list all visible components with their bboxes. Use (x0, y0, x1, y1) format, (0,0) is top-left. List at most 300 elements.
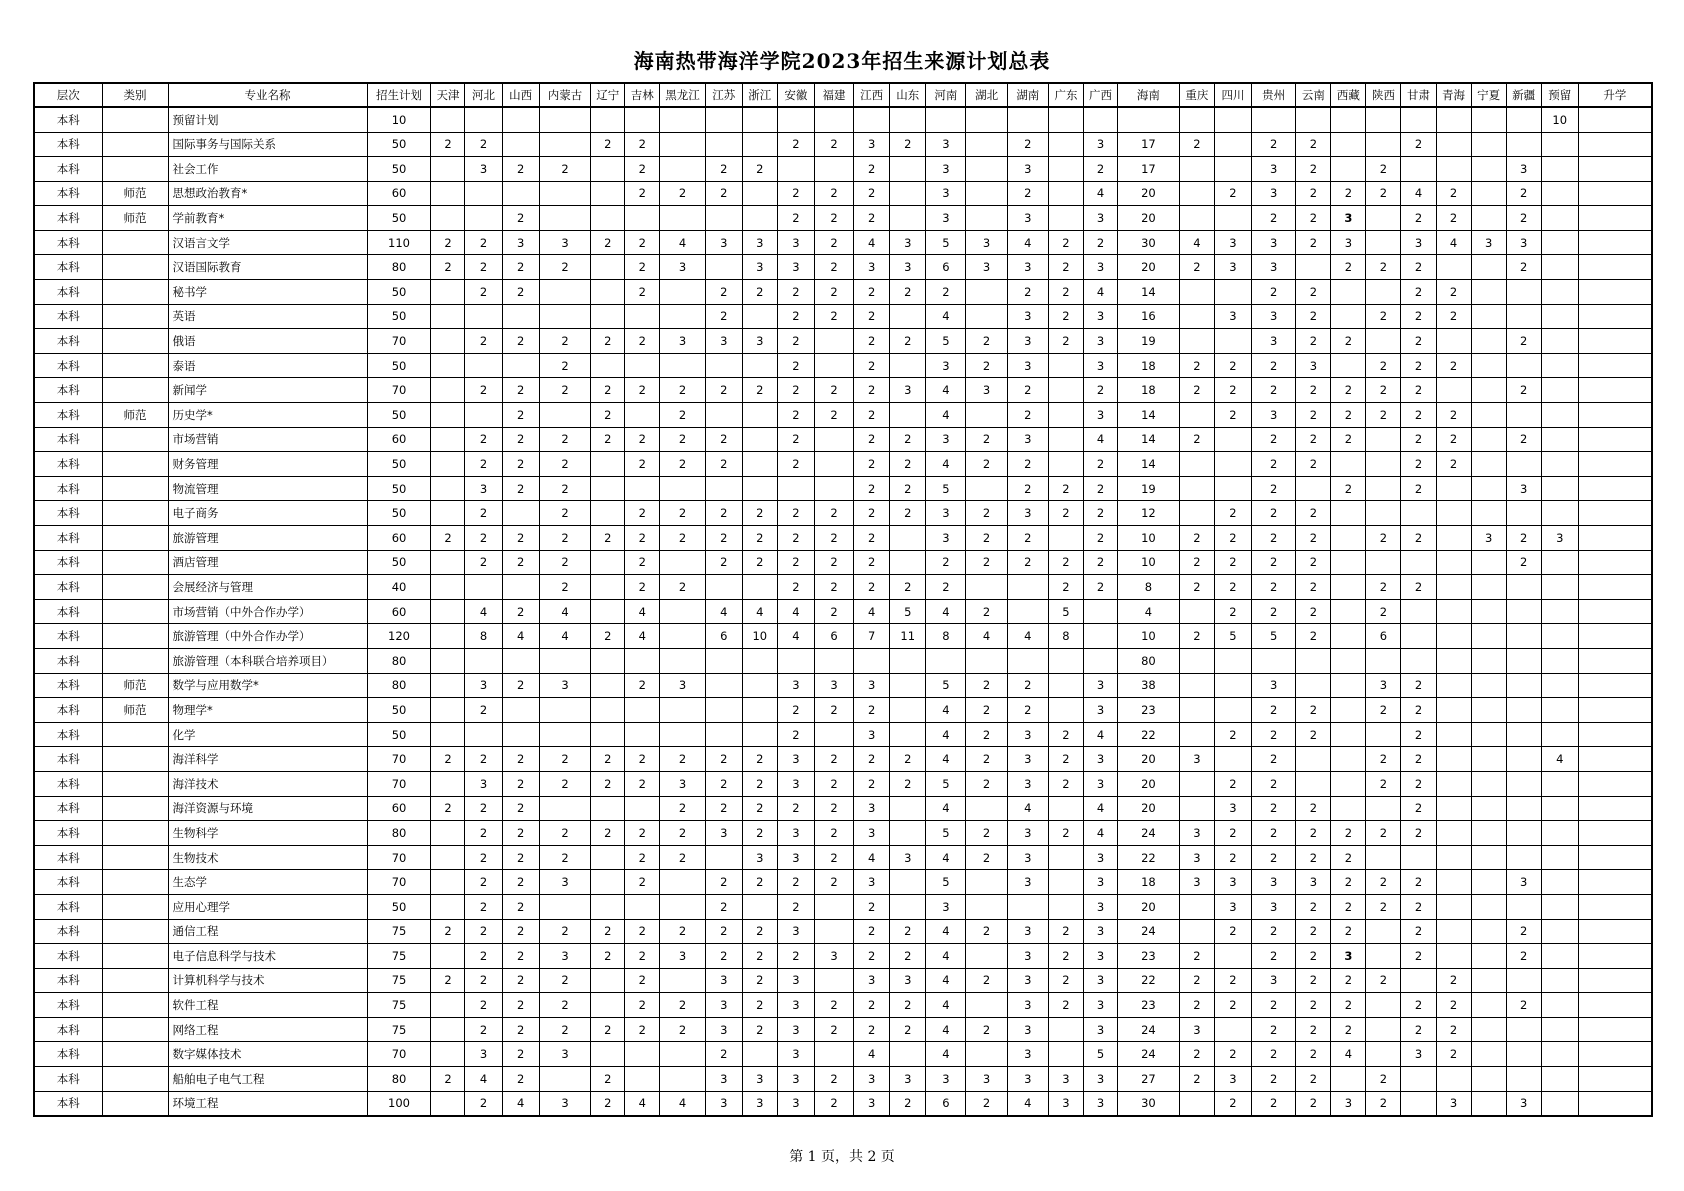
table-cell: 2 (1048, 304, 1083, 329)
column-header: 河南 (926, 83, 966, 107)
table-cell: 2 (1214, 993, 1251, 1018)
table-cell (705, 673, 742, 698)
table-cell: 6 (926, 255, 966, 280)
table-cell (1331, 575, 1366, 600)
table-cell: 2 (1506, 550, 1541, 575)
table-cell: 3 (1007, 919, 1048, 944)
table-cell (660, 206, 705, 231)
page-footer: 第 1 页，共 2 页 (789, 1149, 895, 1165)
table-cell (625, 698, 660, 723)
major-name-cell: 生态学 (168, 870, 367, 895)
table-cell (431, 1042, 465, 1067)
table-cell (1471, 624, 1506, 649)
major-name-cell: 环境工程 (168, 1091, 367, 1116)
table-cell (1506, 304, 1541, 329)
column-header: 吉林 (625, 83, 660, 107)
table-cell: 75 (367, 919, 431, 944)
table-cell: 3 (777, 1091, 814, 1116)
table-cell: 2 (926, 550, 966, 575)
table-cell: 2 (465, 526, 502, 551)
table-cell: 3 (1214, 796, 1251, 821)
table-cell (1007, 107, 1048, 132)
table-cell (705, 132, 742, 157)
table-cell (1506, 599, 1541, 624)
table-cell: 24 (1118, 1017, 1180, 1042)
table-cell (926, 107, 966, 132)
table-cell: 3 (777, 845, 814, 870)
table-cell: 本科 (34, 1042, 102, 1067)
table-cell: 2 (502, 1017, 539, 1042)
table-cell: 2 (1296, 132, 1331, 157)
table-cell (591, 993, 625, 1018)
table-cell (1506, 1067, 1541, 1092)
table-cell: 2 (1436, 403, 1471, 428)
table-cell: 2 (1331, 870, 1366, 895)
table-row (34, 107, 1652, 132)
table-cell (1471, 550, 1506, 575)
table-cell: 2 (1296, 550, 1331, 575)
table-cell: 2 (854, 575, 890, 600)
table-cell (102, 329, 168, 354)
table-cell: 2 (625, 673, 660, 698)
table-cell: 2 (1401, 280, 1436, 305)
table-cell (966, 476, 1007, 501)
table-cell (1214, 329, 1251, 354)
table-cell: 2 (1007, 698, 1048, 723)
table-cell (591, 181, 625, 206)
table-cell: 2 (705, 181, 742, 206)
table-cell: 2 (854, 550, 890, 575)
table-cell (1436, 796, 1471, 821)
table-cell (1578, 919, 1652, 944)
table-cell (465, 722, 502, 747)
table-row (34, 452, 1652, 477)
table-cell: 2 (1296, 403, 1331, 428)
table-cell (1541, 329, 1578, 354)
table-cell: 2 (1401, 870, 1436, 895)
table-cell: 3 (890, 968, 926, 993)
table-cell: 2 (854, 476, 890, 501)
table-cell (1401, 1067, 1436, 1092)
table-cell: 3 (1179, 1017, 1214, 1042)
table-cell (431, 575, 465, 600)
table-cell: 70 (367, 378, 431, 403)
table-cell: 3 (1436, 1091, 1471, 1116)
table-cell: 2 (966, 968, 1007, 993)
table-cell (1541, 1017, 1578, 1042)
table-cell: 2 (966, 599, 1007, 624)
table-cell (1541, 476, 1578, 501)
table-cell: 2 (1506, 329, 1541, 354)
table-cell: 2 (742, 968, 777, 993)
table-cell (1436, 944, 1471, 969)
table-cell: 10 (1541, 107, 1578, 132)
table-cell: 2 (625, 575, 660, 600)
table-cell (1007, 648, 1048, 673)
table-cell: 2 (539, 476, 591, 501)
table-cell (465, 403, 502, 428)
table-cell: 3 (777, 747, 814, 772)
table-cell (1471, 648, 1506, 673)
table-cell: 本科 (34, 427, 102, 452)
table-cell: 3 (854, 821, 890, 846)
table-row (34, 993, 1652, 1018)
table-cell: 2 (1506, 255, 1541, 280)
table-cell (1506, 747, 1541, 772)
table-cell (1471, 599, 1506, 624)
table-cell (1331, 353, 1366, 378)
column-header: 层次 (34, 83, 102, 107)
table-cell: 2 (502, 993, 539, 1018)
table-cell: 2 (777, 796, 814, 821)
table-cell (890, 1042, 926, 1067)
table-cell: 2 (539, 353, 591, 378)
table-cell: 本科 (34, 993, 102, 1018)
major-name-cell: 数学与应用数学* (168, 673, 367, 698)
table-cell (1401, 1091, 1436, 1116)
table-cell: 2 (591, 230, 625, 255)
table-cell (742, 476, 777, 501)
table-cell (1401, 550, 1436, 575)
table-cell: 3 (854, 1067, 890, 1092)
table-cell (1331, 132, 1366, 157)
table-cell: 2 (890, 919, 926, 944)
table-cell: 3 (777, 993, 814, 1018)
table-cell (1436, 845, 1471, 870)
table-cell (1578, 993, 1652, 1018)
table-cell: 2 (465, 845, 502, 870)
table-cell (1578, 427, 1652, 452)
table-cell: 2 (854, 329, 890, 354)
table-cell (102, 452, 168, 477)
table-cell (502, 722, 539, 747)
table-cell (1401, 624, 1436, 649)
table-cell: 4 (625, 624, 660, 649)
major-name-cell: 旅游管理（本科联合培养项目） (168, 648, 367, 673)
table-cell: 3 (926, 353, 966, 378)
table-cell: 2 (814, 526, 853, 551)
table-cell (890, 526, 926, 551)
table-cell (966, 107, 1007, 132)
major-name-cell: 俄语 (168, 329, 367, 354)
table-cell (1578, 157, 1652, 182)
table-row (34, 353, 1652, 378)
table-cell (1578, 747, 1652, 772)
table-cell: 本科 (34, 698, 102, 723)
table-cell (705, 698, 742, 723)
table-cell: 2 (539, 919, 591, 944)
table-cell (1179, 648, 1214, 673)
table-cell: 5 (926, 771, 966, 796)
table-cell (1578, 821, 1652, 846)
table-cell: 2 (1296, 427, 1331, 452)
table-cell (1366, 1017, 1401, 1042)
table-cell: 2 (1252, 575, 1296, 600)
table-cell: 2 (926, 575, 966, 600)
table-cell: 4 (660, 1091, 705, 1116)
table-cell: 2 (1007, 476, 1048, 501)
column-header: 湖北 (966, 83, 1007, 107)
table-cell: 3 (926, 894, 966, 919)
major-name-cell: 会展经济与管理 (168, 575, 367, 600)
table-cell: 4 (1331, 1042, 1366, 1067)
table-cell (625, 107, 660, 132)
table-cell: 18 (1118, 353, 1180, 378)
table-cell: 2 (1214, 1091, 1251, 1116)
table-cell (890, 107, 926, 132)
table-cell: 2 (742, 821, 777, 846)
table-cell: 20 (1118, 771, 1180, 796)
table-cell (1436, 501, 1471, 526)
table-cell (625, 353, 660, 378)
table-cell (431, 944, 465, 969)
table-cell (1366, 329, 1401, 354)
table-cell (431, 1017, 465, 1042)
column-header: 重庆 (1179, 83, 1214, 107)
table-cell: 2 (465, 255, 502, 280)
table-cell (1471, 255, 1506, 280)
table-cell: 3 (539, 1042, 591, 1067)
table-cell: 80 (1118, 648, 1180, 673)
table-cell: 14 (1118, 403, 1180, 428)
table-cell: 4 (854, 845, 890, 870)
table-cell: 2 (854, 427, 890, 452)
table-cell (1366, 107, 1401, 132)
table-cell: 2 (625, 427, 660, 452)
table-cell: 2 (502, 944, 539, 969)
table-cell: 2 (1331, 968, 1366, 993)
table-cell: 2 (777, 501, 814, 526)
table-cell: 3 (854, 722, 890, 747)
table-cell (102, 845, 168, 870)
table-cell (1366, 919, 1401, 944)
table-cell: 2 (814, 304, 853, 329)
table-cell (502, 181, 539, 206)
table-cell: 50 (367, 280, 431, 305)
table-cell: 2 (1296, 526, 1331, 551)
table-cell (102, 894, 168, 919)
table-cell: 2 (1083, 550, 1117, 575)
table-cell: 2 (854, 698, 890, 723)
table-cell: 3 (1331, 1091, 1366, 1116)
table-cell: 2 (742, 526, 777, 551)
table-cell (1179, 771, 1214, 796)
table-cell: 3 (777, 1067, 814, 1092)
major-name-cell: 物理学* (168, 698, 367, 723)
table-cell: 75 (367, 968, 431, 993)
major-name-cell: 国际事务与国际关系 (168, 132, 367, 157)
table-cell: 3 (539, 1091, 591, 1116)
table-cell: 2 (777, 181, 814, 206)
table-cell (1578, 526, 1652, 551)
table-cell (1578, 206, 1652, 231)
major-name-cell: 历史学* (168, 403, 367, 428)
table-cell (890, 157, 926, 182)
table-cell: 6 (926, 1091, 966, 1116)
table-cell: 2 (854, 944, 890, 969)
table-cell (1401, 648, 1436, 673)
table-cell: 3 (1214, 1067, 1251, 1092)
table-cell: 2 (705, 1042, 742, 1067)
table-cell: 2 (1048, 575, 1083, 600)
table-cell (591, 206, 625, 231)
table-cell: 2 (1366, 747, 1401, 772)
major-name-cell: 旅游管理 (168, 526, 367, 551)
table-cell: 50 (367, 550, 431, 575)
table-cell: 2 (1179, 427, 1214, 452)
table-cell: 2 (1214, 919, 1251, 944)
table-cell: 本科 (34, 304, 102, 329)
table-cell (1436, 255, 1471, 280)
table-cell: 本科 (34, 894, 102, 919)
table-cell (1506, 796, 1541, 821)
table-cell: 3 (1506, 870, 1541, 895)
table-cell: 2 (814, 378, 853, 403)
table-cell: 2 (1048, 821, 1083, 846)
table-cell: 2 (814, 575, 853, 600)
table-cell: 5 (1048, 599, 1083, 624)
table-cell (591, 648, 625, 673)
table-cell (814, 648, 853, 673)
table-cell: 4 (926, 944, 966, 969)
table-cell: 3 (926, 1067, 966, 1092)
table-cell: 2 (1436, 280, 1471, 305)
major-name-cell: 电子商务 (168, 501, 367, 526)
table-cell (1436, 722, 1471, 747)
table-cell (502, 304, 539, 329)
table-cell (1506, 821, 1541, 846)
table-cell: 2 (502, 403, 539, 428)
table-cell: 19 (1118, 329, 1180, 354)
table-row (34, 624, 1652, 649)
table-cell (1048, 181, 1083, 206)
table-cell: 18 (1118, 870, 1180, 895)
table-cell (1296, 255, 1331, 280)
table-cell (1048, 845, 1083, 870)
table-cell: 2 (705, 771, 742, 796)
table-cell (1506, 107, 1541, 132)
table-cell: 60 (367, 796, 431, 821)
table-cell: 2 (1179, 624, 1214, 649)
table-cell (431, 624, 465, 649)
table-cell (1578, 353, 1652, 378)
table-cell: 3 (1331, 206, 1366, 231)
table-cell: 4 (1007, 1091, 1048, 1116)
table-cell: 3 (1007, 206, 1048, 231)
table-cell: 2 (1179, 550, 1214, 575)
table-cell (1541, 1067, 1578, 1092)
table-cell (660, 107, 705, 132)
table-cell (1436, 329, 1471, 354)
table-cell (1048, 427, 1083, 452)
table-cell (1471, 206, 1506, 231)
table-cell: 3 (502, 230, 539, 255)
major-name-cell: 海洋技术 (168, 771, 367, 796)
table-cell: 23 (1118, 944, 1180, 969)
table-cell: 3 (854, 796, 890, 821)
table-cell: 师范 (102, 403, 168, 428)
table-cell: 3 (1007, 771, 1048, 796)
table-cell: 2 (854, 894, 890, 919)
table-row (34, 1067, 1652, 1092)
table-cell: 3 (539, 673, 591, 698)
table-cell: 2 (705, 919, 742, 944)
table-cell: 2 (539, 968, 591, 993)
column-header: 安徽 (777, 83, 814, 107)
table-cell: 2 (591, 747, 625, 772)
table-cell: 4 (1007, 624, 1048, 649)
table-cell (591, 796, 625, 821)
table-cell: 2 (1007, 526, 1048, 551)
table-cell: 4 (660, 230, 705, 255)
table-cell (1296, 476, 1331, 501)
table-cell: 2 (1331, 255, 1366, 280)
table-cell (1048, 870, 1083, 895)
table-cell: 50 (367, 894, 431, 919)
table-cell (1331, 747, 1366, 772)
table-cell: 2 (1252, 771, 1296, 796)
table-cell: 3 (1007, 870, 1048, 895)
table-cell (705, 403, 742, 428)
table-cell: 3 (926, 526, 966, 551)
table-cell: 本科 (34, 329, 102, 354)
table-row (34, 132, 1652, 157)
table-cell: 2 (890, 280, 926, 305)
table-cell (502, 107, 539, 132)
table-cell (1541, 599, 1578, 624)
table-cell (625, 796, 660, 821)
table-cell (966, 894, 1007, 919)
table-cell: 2 (705, 452, 742, 477)
table-cell: 2 (1083, 526, 1117, 551)
table-cell: 4 (926, 747, 966, 772)
column-header: 预留 (1541, 83, 1578, 107)
table-cell: 4 (742, 599, 777, 624)
table-cell (1541, 968, 1578, 993)
table-cell: 120 (367, 624, 431, 649)
table-cell: 2 (1048, 230, 1083, 255)
table-cell: 2 (1296, 698, 1331, 723)
table-cell: 2 (539, 575, 591, 600)
table-cell (1471, 894, 1506, 919)
table-cell (539, 648, 591, 673)
table-cell (890, 304, 926, 329)
table-cell: 2 (966, 919, 1007, 944)
major-name-cell: 秘书学 (168, 280, 367, 305)
table-cell (431, 157, 465, 182)
table-cell: 2 (1436, 1042, 1471, 1067)
table-cell (102, 304, 168, 329)
table-cell: 2 (431, 919, 465, 944)
table-cell: 4 (502, 1091, 539, 1116)
column-header: 海南 (1118, 83, 1180, 107)
table-cell: 3 (539, 870, 591, 895)
table-cell: 2 (1048, 501, 1083, 526)
table-cell: 70 (367, 771, 431, 796)
major-name-cell: 网络工程 (168, 1017, 367, 1042)
table-cell: 4 (854, 1042, 890, 1067)
table-cell (890, 181, 926, 206)
table-cell: 3 (1083, 255, 1117, 280)
table-cell (660, 550, 705, 575)
table-cell (1179, 796, 1214, 821)
table-cell (814, 1042, 853, 1067)
table-cell: 本科 (34, 599, 102, 624)
table-cell (1366, 796, 1401, 821)
table-cell: 50 (367, 132, 431, 157)
table-cell: 3 (1471, 230, 1506, 255)
table-cell: 2 (777, 427, 814, 452)
